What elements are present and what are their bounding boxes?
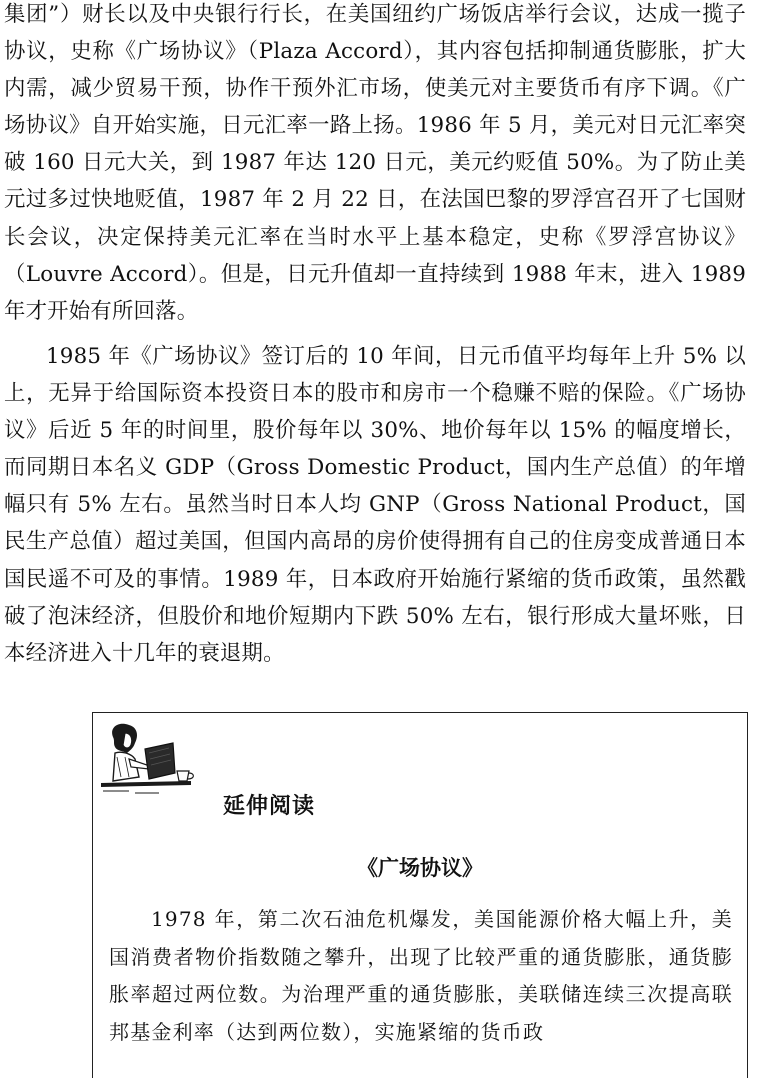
reading-person-icon	[99, 721, 199, 797]
extended-reading-box	[92, 712, 748, 1078]
extended-reading-text: 1978 年，第二次石油危机爆发，美国能源价格大幅上升，美国消费者物价指数随之攀升，出现了比较严重的通货膨胀，通货膨胀率超过两位数。为治理严重的通货膨胀，美联储连续三次提高联邦基金利率（达到两位数），实施紧缩的货币政	[109, 907, 733, 1044]
extended-reading-title: 《广场协议》	[357, 856, 483, 880]
body-paragraph-2: 1985 年《广场协议》签订后的 10 年间，日元币值平均每年上升 5% 以上，无异于给国际资本投资日本的股市和房市一个稳赚不赔的保险。《广场协议》后近 5 年的时间里，股价每年以 30%、地价每年以 15% 的幅度增长，而同期日本名义 GDP（Gross Domestic Product，国内生产总值）的年增幅只有 5% 左右。虽然当时日本人均 GNP（Gross National Product，国民生产总值）超过美国，但国内高昂的房价使得拥有自己的住房变成普通日本国民遥不可及的事情。1989 年，日本政府开始施行紧缩的货币政策，虽然戳破了泡沫经济，但股价和地价短期内下跌 50% 左右，银行形成大量坏账，日本经济进入十几年的衰退期。	[4, 344, 746, 666]
extended-reading-heading: 延伸阅读	[223, 794, 316, 819]
body-paragraph-1: 集团”）财长以及中央银行行长，在美国纽约广场饭店举行会议，达成一揽子协议，史称《广场协议》（Plaza Accord），其内容包括抑制通货膨胀，扩大内需，减少贸易干预，协作干预外汇市场，使美元对主要货币有序下调。《广场协议》自开始实施，日元汇率一路上扬。1986 年 5 月，美元对日元汇率突破 160 日元大关，到 1987 年达 120 日元，美元约贬值 50%。为了防止美元过多过快地贬值，1987 年 2 月 22 日，在法国巴黎的罗浮宫召开了七国财长会议，决定保持美元汇率在当时水平上基本稳定，史称《罗浮宫协议》（Louvre Accord）。但是，日元升值却一直持续到 1988 年末，进入 1989 年才开始有所回落。	[4, 2, 746, 324]
